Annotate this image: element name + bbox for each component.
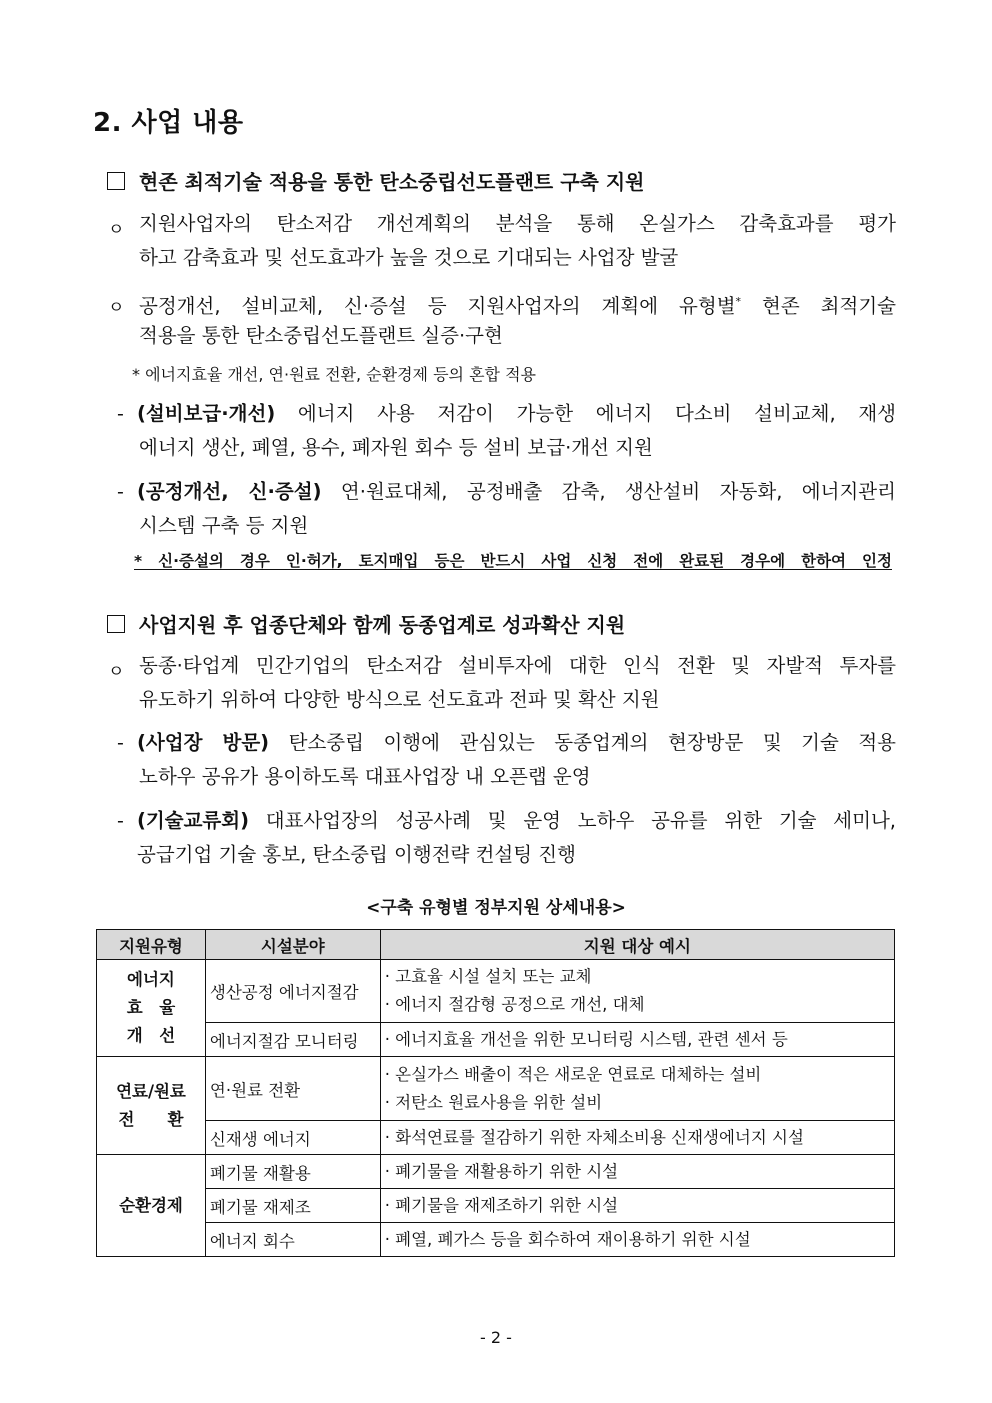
items-cell: · 폐열, 폐가스 등을 회수하여 재이용하기 위한 시설	[380, 1223, 894, 1257]
items-cell: · 에너지효율 개선을 위한 모니터링 시스템, 관련 센서 등	[380, 1023, 894, 1057]
bullet-circle-icon: ㅇ	[108, 298, 125, 318]
heading-text: 사업지원 후 업종단체와 함께 동종업계로 성과확산 지원	[139, 613, 626, 637]
paragraph-line: 지원사업자의 탄소저감 개선계획의 분석을 통해 온실가스 감축효과를 평가	[139, 212, 896, 235]
paragraph-line: (기술교류회) 대표사업장의 성공사례 및 운영 노하우 공유를 위한 기술 세미나,	[137, 809, 896, 832]
paragraph-line: 시스템 구축 등 지원	[139, 514, 309, 537]
paragraph-line: (사업장 방문) 탄소중립 이행에 관심있는 동종업계의 현장방문 및 기술 적용	[137, 731, 896, 754]
support-details-table	[96, 929, 895, 1257]
bullet-circle-icon: ㅇ	[108, 662, 125, 682]
dash-marker: -	[117, 732, 124, 754]
paragraph-line: 동종·타업계 민간기업의 탄소저감 설비투자에 대한 인식 전환 및 자발적 투자를	[139, 654, 896, 677]
table-row	[97, 1223, 895, 1257]
paragraph-line: 적용을 통한 탄소중립선도플랜트 실증·구현	[139, 324, 503, 347]
dash-marker: -	[117, 403, 124, 425]
table-row	[97, 1121, 895, 1155]
table-row	[97, 960, 895, 1023]
items-cell: · 폐기물을 재활용하기 위한 시설	[380, 1155, 894, 1189]
column-header: 지원유형	[97, 930, 206, 960]
field-cell: 에너지 회수	[205, 1223, 380, 1257]
dash-marker: -	[117, 810, 124, 832]
paragraph-line: 공정개선, 설비교체, 신·증설 등 지원사업자의 계획에 유형별* 현존 최적기술	[139, 294, 897, 318]
items-cell: · 화석연료를 절감하기 위한 자체소비용 신재생에너지 시설	[380, 1121, 894, 1155]
dash-marker: -	[117, 481, 124, 503]
field-cell: 폐기물 재제조	[205, 1189, 380, 1223]
bullet-circle-icon: ㅇ	[108, 220, 125, 240]
checkbox-square-icon	[107, 615, 125, 633]
field-cell: 에너지절감 모니터링	[205, 1023, 380, 1057]
footnote: * 에너지효율 개선, 연·원료 전환, 순환경제 등의 혼합 적용	[132, 365, 536, 384]
field-cell: 생산공정 에너지절감	[205, 960, 380, 1023]
section-title: 2. 사업 내용	[93, 108, 244, 138]
items-cell: · 폐기물을 재제조하기 위한 시설	[380, 1189, 894, 1223]
table-caption: <구축 유형별 정부지원 상세내용>	[366, 898, 626, 918]
column-header: 시설분야	[205, 930, 380, 960]
section-heading-1	[107, 166, 644, 195]
category-cell: 연료/원료 전 환	[97, 1057, 206, 1155]
table-row	[97, 1189, 895, 1223]
table-header-row	[97, 930, 895, 960]
paragraph-line: 에너지 생산, 폐열, 용수, 폐자원 회수 등 설비 보급·개선 지원	[139, 436, 653, 459]
page-number: - 2 -	[480, 1328, 512, 1347]
items-cell: · 고효율 시설 설치 또는 교체 · 에너지 절감형 공정으로 개선, 대체	[380, 960, 894, 1023]
column-header: 지원 대상 예시	[380, 930, 894, 960]
section-heading-2	[107, 609, 625, 638]
heading-text: 현존 최적기술 적용을 통한 탄소중립선도플랜트 구축 지원	[139, 170, 645, 194]
category-cell: 순환경제	[97, 1155, 206, 1257]
paragraph-line: 유도하기 위하여 다양한 방식으로 선도효과 전파 및 확산 지원	[139, 688, 660, 711]
paragraph-line: (공정개선, 신·증설) 연·원료대체, 공정배출 감축, 생산설비 자동화, 에너지관리	[137, 480, 896, 503]
field-cell: 폐기물 재활용	[205, 1155, 380, 1189]
table-row	[97, 1155, 895, 1189]
paragraph-line: 하고 감축효과 및 선도효과가 높을 것으로 기대되는 사업장 발굴	[139, 246, 679, 269]
category-cell: 에너지 효 율 개 선	[97, 960, 206, 1057]
items-cell: · 온실가스 배출이 적은 새로운 연료로 대체하는 설비 · 저탄소 원료사용을 위한 설비	[380, 1057, 894, 1121]
field-cell: 신재생 에너지	[205, 1121, 380, 1155]
warning-note: * 신·증설의 경우 인·허가, 토지매입 등은 반드시 사업 신청 전에 완료된 경우에 한하여 인정	[134, 552, 892, 570]
paragraph-line: (설비보급·개선) 에너지 사용 저감이 가능한 에너지 다소비 설비교체, 재생	[137, 402, 896, 425]
table-row	[97, 1057, 895, 1121]
checkbox-square-icon	[107, 172, 125, 190]
field-cell: 연·원료 전환	[205, 1057, 380, 1121]
paragraph-line: 공급기업 기술 홍보, 탄소중립 이행전략 컨설팅 진행	[137, 843, 576, 866]
table-row	[97, 1023, 895, 1057]
paragraph-line: 노하우 공유가 용이하도록 대표사업장 내 오픈랩 운영	[139, 765, 591, 788]
